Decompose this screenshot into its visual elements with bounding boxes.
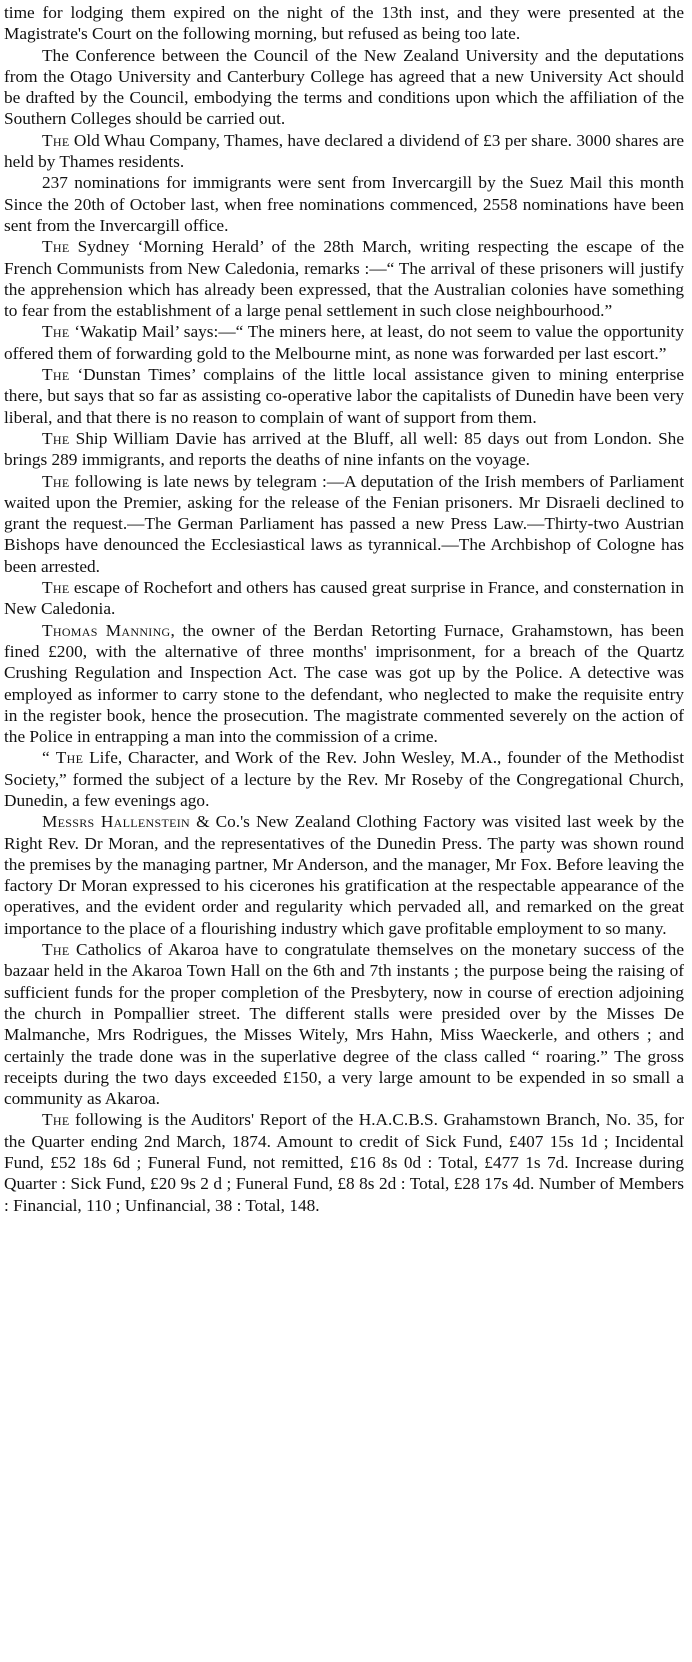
paragraph-sydney-morning-herald (4, 236, 684, 321)
paragraph-hacbs-report (4, 1109, 684, 1215)
paragraph-text: Life, Character, and Work of the Rev. John Wesley, M.A., founder of the Methodist Society,” formed the subject of a lecture by the Rev. Mr Roseby of the Congregational Church, Dunedin, a few evenings ago. (4, 748, 684, 810)
paragraph-lead: The (42, 1110, 70, 1130)
paragraph-akaroa-bazaar (4, 939, 684, 1109)
paragraph-lead: “ The (42, 748, 84, 768)
paragraph-text: ‘Dunstan Times’ complains of the little local assistance given to mining enterprise there, but says that so far as assisting co-operative labor the capitalists of Dunedin have been very liberal, and that there is no reason to complain of want of support from them. (4, 365, 684, 427)
paragraph-text: Old Whau Company, Thames, have declared a dividend of £3 per share. 3000 shares are held by Thames residents. (4, 130, 684, 172)
paragraph-text: escape of Rochefort and others has caused great surprise in France, and consternation in New Caledonia. (4, 578, 684, 619)
paragraph-wakatip-mail (4, 321, 684, 364)
paragraph-text: ‘Wakatip Mail’ says:—“ The miners here, at least, do not seem to value the opportunity offered them of forwarding gold to the Melbourne mint, as none was forwarded per last escort.” (4, 322, 684, 363)
paragraph-text: , the owner of the Berdan Retorting Furnace, Grahamstown, has been fined £200, with the alternative of three months' imprisonment, for a breach of the Quartz Crushing Regulation and Inspection Act. The case was got up by the Police. A detective was employed as informer to carry stone to the defendant, who neglected to make the requisite entry in the register book, hence the prosecution. The magistrate commented severely on the action of the Police in entrapping a man into the commission of a crime. (4, 620, 684, 747)
paragraph-lead: The (42, 322, 70, 342)
paragraph-text: time for lodging them expired on the night of the 13th inst, and they were presented at the Magistrate's Court on the following morning, but refused as being too late. (4, 3, 684, 44)
paragraph-text: Catholics of Akaroa have to congratulate themselves on the monetary success of the bazaar held in the Akaroa Town Hall on the 6th and 7th instants ; the purpose being the raising of sufficient funds for the proper completion of the Presbytery, now in course of erection adjoining the church in Pompallier street. The different stalls were presided over by the Misses De Malmanche, Mrs Rodrigues, the Misses Witely, Mrs Hahn, Miss Waeckerle, and others ; and certainly the trade done was in the superlative degree of the class called “ roaring.” The gross receipts during the two days exceeded £150, a very large amount to be expended in so small a community as Akaroa. (4, 940, 684, 1109)
paragraph-telegram-news (4, 471, 684, 577)
paragraph-ship-william-davie (4, 428, 684, 471)
paragraph-thomas-manning (4, 620, 684, 748)
paragraph-rochefort-escape (4, 577, 684, 620)
paragraph-lead: The (42, 365, 70, 385)
paragraph-lead: The (42, 130, 70, 150)
paragraph-university-conference (4, 45, 684, 130)
paragraph-lead: Messrs Hallenstein (42, 812, 190, 832)
paragraph-text: following is the Auditors' Report of the H.A.C.B.S. Grahamstown Branch, No. 35, for the Quarter ending 2nd March, 1874. Amount to credit of Sick Fund, £407 15s 1d ; Incidental Fund, £52 18s 6d ; Funeral Fund, not remitted, £16 8s 0d : Total, £477 1s 7d. Increase during Quarter : Sick Fund, £20 9s 2 d ; Funeral Fund, £8 8s 2d : Total, £28 17s 4d. Number of Members : Financial, 110 ; Unfinancial, 38 : Total, 148. (4, 1110, 684, 1215)
paragraph-text: 237 nominations for immigrants were sent from Invercargill by the Suez Mail this month Since the 20th of October last, when free nominations commenced, 2558 nominations have been sent from the Invercargill office. (4, 173, 684, 235)
paragraph-text: & Co.'s New Zealand Clothing Factory was visited last week by the Right Rev. Dr Moran, and the representatives of the Dunedin Press. The party was shown round the premises by the managing partner, Mr Anderson, and the manager, Mr Fox. Before leaving the factory Dr Moran expressed to his cicerones his gratification at the respectable appearance of the operatives, and the evident order and regularity which pervaded all, and remarked on the great importance to the place of a flourishing industry which gave profitable employment to so many. (4, 812, 684, 938)
paragraph-text: Ship William Davie has arrived at the Bluff, all well: 85 days out from London. She brings 289 immigrants, and reports the deaths of nine infants on the voyage. (4, 428, 684, 470)
paragraph-text: Sydney ‘Morning Herald’ of the 28th March, writing respecting the escape of the French Communists from New Caledonia, remarks :—“ The arrival of these prisoners will justify the apprehension which has already been expressed, that the Australian colonies have something to fear from the establishment of a large penal settlement in such close neighbourhood.” (4, 237, 684, 321)
paragraph-lead: The (42, 428, 70, 448)
paragraph-old-whau-company (4, 130, 684, 173)
paragraph-dunstan-times (4, 364, 684, 428)
paragraph-lead: The (42, 940, 70, 960)
paragraph-lead: Thomas Manning (42, 620, 171, 640)
paragraph-lodging-continuation (4, 2, 684, 45)
paragraph-hallenstein-factory (4, 811, 684, 939)
paragraph-lead: The (42, 237, 70, 257)
paragraph-text: following is late news by telegram :—A deputation of the Irish members of Parliament waited upon the Premier, asking for the release of the Fenian prisoners. Mr Disraeli declined to grant the request.—The German Parliament has passed a new Press Law.—Thirty-two Austrian Bishops have denounced the Ecclesiastical laws as tyrannical.—The Archbishop of Cologne has been arrested. (4, 471, 684, 576)
paragraph-wesley-lecture (4, 747, 684, 811)
paragraph-lead: The (42, 471, 70, 491)
paragraph-invercargill-nominations (4, 172, 684, 236)
paragraph-lead: The (42, 578, 70, 598)
paragraph-text: The Conference between the Council of the New Zealand University and the deputations from the Otago University and Canterbury College has agreed that a new University Act should be drafted by the Council, embodying the terms and conditions upon which the affiliation of the Southern Colleges should be carried out. (4, 45, 684, 129)
